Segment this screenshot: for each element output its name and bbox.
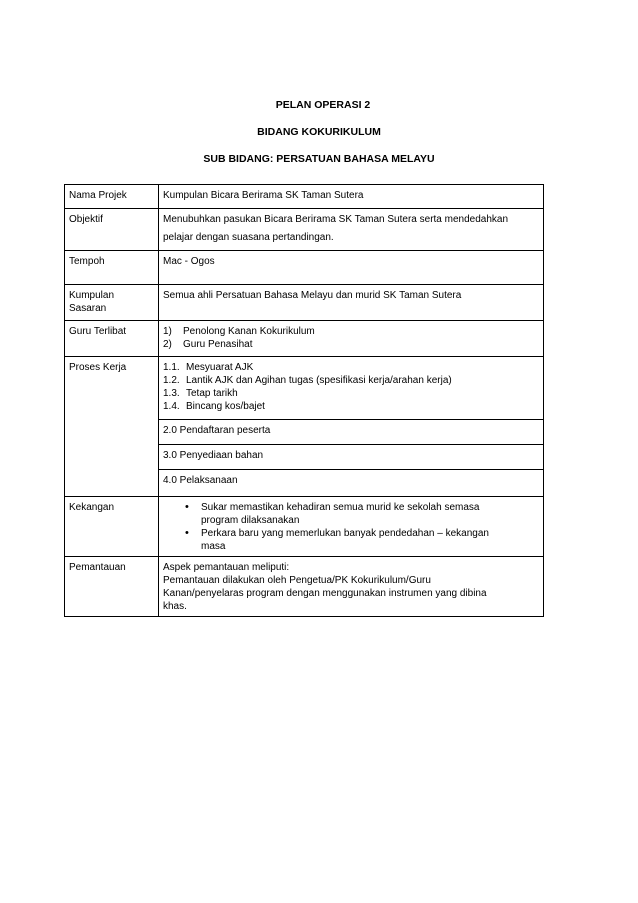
value-proses-kerja-step4: 4.0 Pelaksanaan xyxy=(159,470,544,497)
list-item: 2) Guru Penasihat xyxy=(163,339,253,350)
field-title: BIDANG KOKURIKULUM xyxy=(257,126,381,138)
value-nama-projek: Kumpulan Bicara Berirama SK Taman Sutera xyxy=(159,185,544,209)
operation-plan-table xyxy=(64,184,544,617)
row-kumpulan-sasaran xyxy=(65,285,544,321)
guru-list xyxy=(163,325,538,351)
subfield-title: SUB BIDANG: PERSATUAN BAHASA MELAYU xyxy=(203,153,435,165)
proses-step1-list xyxy=(163,361,538,413)
value-proses-kerja-step3: 3.0 Penyediaan bahan xyxy=(159,445,544,470)
list-item: 1.2. Lantik AJK dan Agihan tugas (spesifikasi kerja/arahan kerja) xyxy=(163,375,452,386)
label-tempoh: Tempoh xyxy=(65,251,159,285)
row-pemantauan xyxy=(65,557,544,617)
label-kumpulan-line2: Sasaran xyxy=(69,303,107,314)
row-guru-terlibat xyxy=(65,321,544,357)
row-tempoh xyxy=(65,251,544,285)
label-kumpulan-sasaran xyxy=(65,285,159,321)
row-kekangan xyxy=(65,497,544,557)
label-guru-terlibat: Guru Terlibat xyxy=(65,321,159,357)
value-tempoh: Mac - Ogos xyxy=(159,251,544,285)
objektif-text: Menubuhkan pasukan Bicara Berirama SK Taman Sutera serta mendedahkan pelajar dengan suasana pertandingan. xyxy=(163,214,509,243)
value-kumpulan-sasaran: Semua ahli Persatuan Bahasa Melayu dan murid SK Taman Sutera xyxy=(159,285,544,321)
list-item: • Sukar memastikan kehadiran semua murid ke sekolah semasa program dilaksanakan xyxy=(185,501,538,527)
value-proses-kerja-step1 xyxy=(159,357,544,420)
list-item: 1.1. Mesyuarat AJK xyxy=(163,362,254,373)
row-objektif xyxy=(65,209,544,251)
label-objektif: Objektif xyxy=(65,209,159,251)
document-title: PELAN OPERASI 2 xyxy=(275,99,371,111)
label-proses-kerja: Proses Kerja xyxy=(65,357,159,497)
list-item: • Perkara baru yang memerlukan banyak pendedahan – kekangan masa xyxy=(185,527,538,553)
pemantauan-lines: Aspek pemantauan meliputi: Pemantauan dilakukan oleh Pengetua/PK Kokurikulum/Guru Kanan/penyelaras program dengan menggunakan instrumen yang dibina khas. xyxy=(163,562,487,612)
row-proses-kerja xyxy=(65,357,544,420)
document-header xyxy=(0,98,638,179)
list-item: 1) Penolong Kanan Kokurikulum xyxy=(163,326,315,337)
row-nama-projek xyxy=(65,185,544,209)
list-item: 1.4. Bincang kos/bajet xyxy=(163,401,265,412)
label-pemantauan: Pemantauan xyxy=(65,557,159,617)
value-objektif xyxy=(159,209,544,251)
label-kekangan: Kekangan xyxy=(65,497,159,557)
value-kekangan xyxy=(159,497,544,557)
kekangan-list xyxy=(163,501,538,553)
label-kumpulan-line1: Kumpulan xyxy=(69,290,115,301)
value-guru-terlibat xyxy=(159,321,544,357)
value-pemantauan xyxy=(159,557,544,617)
list-item: 1.3. Tetap tarikh xyxy=(163,388,238,399)
label-nama-projek: Nama Projek xyxy=(65,185,159,209)
value-proses-kerja-step2: 2.0 Pendaftaran peserta xyxy=(159,420,544,445)
